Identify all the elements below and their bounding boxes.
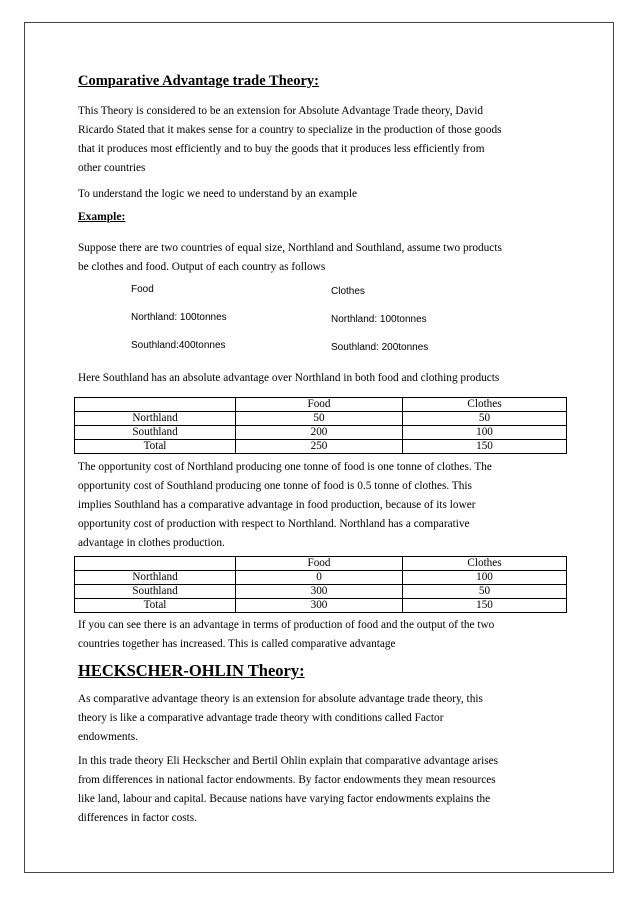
- output-clothes-southland: Southland: 200tonnes: [331, 342, 429, 353]
- table-header-cell: Clothes: [403, 557, 567, 571]
- text-line: like land, labour and capital. Because nations have varying factor endowments explains the: [78, 793, 491, 805]
- text-line: opportunity cost of production with respect to Northland. Northland has a comparative: [78, 518, 470, 530]
- section-heading-heckscher-ohlin: HECKSCHER-OHLIN Theory:: [78, 661, 305, 680]
- text-line: In this trade theory Eli Heckscher and Bertil Ohlin explain that comparative advantage arises: [78, 755, 499, 767]
- table-cell: 50: [403, 412, 567, 426]
- text-line: advantage in clothes production.: [78, 537, 225, 549]
- text-line: If you can see there is an advantage in terms of production of food and the output of the two: [78, 619, 495, 631]
- table-cell: 200: [236, 426, 403, 440]
- table-header-row: [75, 557, 567, 571]
- example-label: Example:: [78, 211, 126, 223]
- table-header-cell: Food: [236, 398, 403, 412]
- table-cell: 300: [236, 599, 403, 613]
- text-line: other countries: [78, 162, 146, 174]
- table-cell: Southland: [75, 426, 236, 440]
- table-header-row: [75, 398, 567, 412]
- output-food-southland: Southland:400tonnes: [131, 340, 226, 351]
- table-header-cell: Clothes: [403, 398, 567, 412]
- section-heading-comparative-advantage: Comparative Advantage trade Theory:: [78, 73, 319, 89]
- text-line: from differences in national factor endowments. By factor endowments they mean resources: [78, 774, 496, 786]
- paragraph-suppose: [78, 239, 568, 277]
- table-row: [75, 599, 567, 613]
- table-cell: 100: [403, 426, 567, 440]
- table-row: [75, 440, 567, 454]
- paragraph-ho-explanation: [78, 752, 568, 828]
- text-line: opportunity cost of Southland producing one tonne of food is 0.5 tonne of clothes. This: [78, 480, 472, 492]
- table-header-cell: [75, 557, 236, 571]
- text-line: endowments.: [78, 731, 138, 743]
- table-cell: Northland: [75, 571, 236, 585]
- text-line: that it produces most efficiently and to buy the goods that it produces less efficiently from: [78, 143, 485, 155]
- text-line: implies Southland has a comparative advantage in food production, because of its lower: [78, 499, 476, 511]
- text-line: differences in factor costs.: [78, 812, 197, 824]
- table-cell: 50: [236, 412, 403, 426]
- text-line: The opportunity cost of Northland producing one tonne of food is one tonne of clothes. The: [78, 461, 492, 473]
- text-line: Suppose there are two countries of equal size, Northland and Southland, assume two products: [78, 242, 502, 254]
- table-cell: 100: [403, 571, 567, 585]
- paragraph-understand-logic: To understand the logic we need to understand by an example: [78, 188, 358, 200]
- text-line: theory is like a comparative advantage trade theory with conditions called Factor: [78, 712, 444, 724]
- output-clothes-northland: Northland: 100tonnes: [331, 314, 427, 325]
- table-header-cell: Food: [236, 557, 403, 571]
- table-absolute-output: [74, 397, 567, 454]
- paragraph-absolute-advantage: Here Southland has an absolute advantage over Northland in both food and clothing products: [78, 372, 500, 384]
- table-cell: 50: [403, 585, 567, 599]
- table-row: [75, 585, 567, 599]
- table-cell: Total: [75, 599, 236, 613]
- text-line: be clothes and food. Output of each country as follows: [78, 261, 326, 273]
- table-header-cell: [75, 398, 236, 412]
- table-cell: 150: [403, 440, 567, 454]
- table-cell: 150: [403, 599, 567, 613]
- table-cell: 300: [236, 585, 403, 599]
- table-cell: Total: [75, 440, 236, 454]
- text-line: As comparative advantage theory is an extension for absolute advantage trade theory, this: [78, 693, 483, 705]
- table-row: [75, 412, 567, 426]
- text-line: This Theory is considered to be an extension for Absolute Advantage Trade theory, David: [78, 105, 484, 117]
- table-cell: 0: [236, 571, 403, 585]
- paragraph-comparative-conclusion: [78, 616, 568, 654]
- table-cell: Southland: [75, 585, 236, 599]
- output-clothes-title: Clothes: [331, 286, 365, 297]
- table-cell: 250: [236, 440, 403, 454]
- text-line: Ricardo Stated that it makes sense for a country to specialize in the production of those goods: [78, 124, 502, 136]
- table-row: [75, 571, 567, 585]
- table-specialized-output: [74, 556, 567, 613]
- paragraph-opportunity-cost: [78, 458, 568, 553]
- output-food-title: Food: [131, 284, 154, 295]
- output-food-northland: Northland: 100tonnes: [131, 312, 227, 323]
- table-cell: Northland: [75, 412, 236, 426]
- paragraph-intro: [78, 102, 568, 178]
- table-row: [75, 426, 567, 440]
- text-line: countries together has increased. This is called comparative advantage: [78, 638, 396, 650]
- paragraph-ho-intro: [78, 690, 568, 747]
